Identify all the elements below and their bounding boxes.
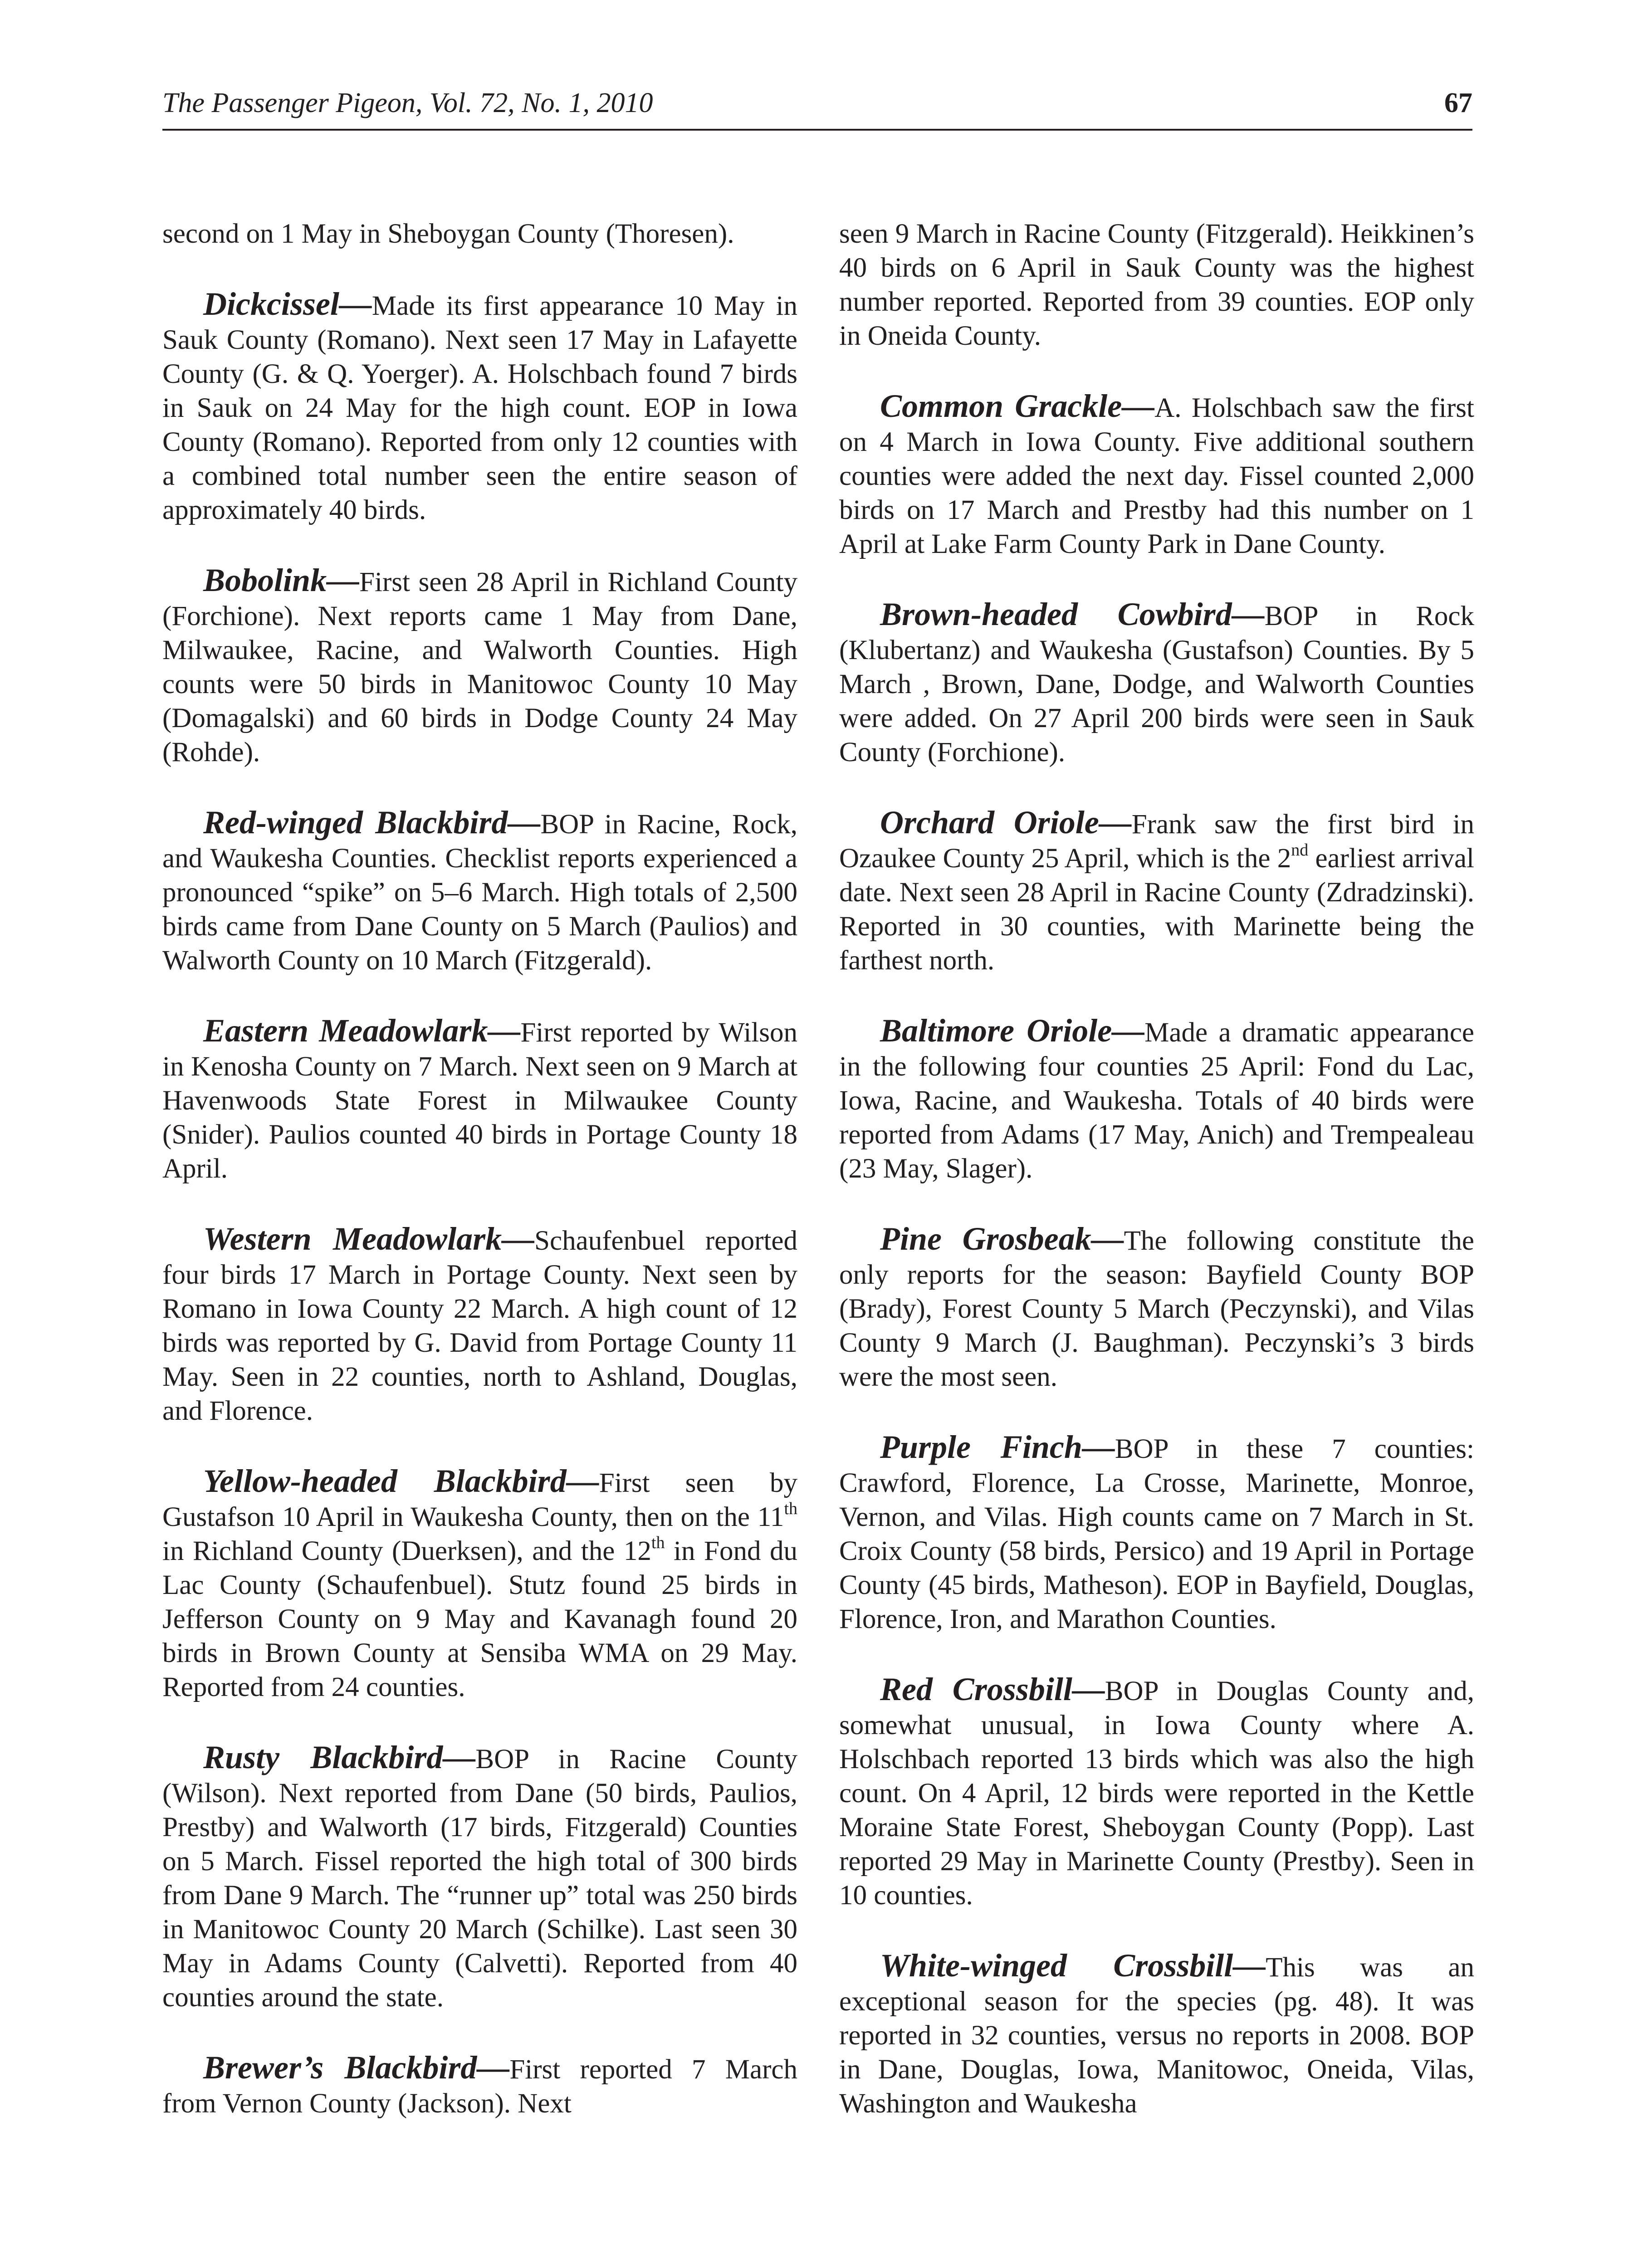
species-name: Purple Finch— <box>880 1429 1115 1465</box>
species-name: Yellow-headed Blackbird— <box>203 1463 599 1499</box>
species-name: Brewer’s Blackbird— <box>203 2049 510 2086</box>
species-entry-dickcissel <box>162 287 797 527</box>
species-name: Red-winged Blackbird— <box>203 804 541 841</box>
species-account-part: in Richland County (Duerksen), and the 12 <box>162 1536 651 1566</box>
species-name: Brown-headed Cowbird— <box>880 596 1265 632</box>
journal-citation: The Passenger Pigeon, Vol. 72, No. 1, 2010 <box>162 88 653 118</box>
species-entry-white-winged-crossbill <box>839 1949 1474 2121</box>
species-name: Eastern Meadowlark— <box>203 1012 521 1049</box>
left-column <box>162 217 797 2157</box>
species-entry-western-meadowlark <box>162 1222 797 1428</box>
species-name: Orchard Oriole— <box>880 804 1132 841</box>
species-entry-rusty-blackbird <box>162 1740 797 2014</box>
species-account: Made a dramatic appearance in the following four counties 25 April: Fond du Lac, Iowa, Racine, and Waukesha. Totals of 40 birds were reported from Adams (17 May, Anich) and Trempealeau (23 May, Slager). <box>839 1017 1474 1184</box>
species-account: First seen 28 April in Richland County (Forchione). Next reports came 1 May from Dane, Milwaukee, Racine, and Walworth Counties. High counts were 50 birds in Manitowoc County 10 May (Domagalski) and 60 birds in Dodge County 24 May (Rohde). <box>162 567 797 767</box>
species-name: Bobolink— <box>203 562 360 598</box>
continued-paragraph: seen 9 March in Racine County (Fitzgerald). Heikkinen’s 40 birds on 6 April in Sauk County was the highest number reported. Reported from 39 counties. EOP only in Oneida County. <box>839 219 1474 351</box>
species-entry-brown-headed-cowbird <box>839 597 1474 769</box>
species-entry-yellow-headed-blackbird <box>162 1464 797 1704</box>
species-entry-bobolink <box>162 563 797 769</box>
species-name: White-winged Crossbill— <box>880 1947 1266 1984</box>
species-account: A. Holschbach saw the first on 4 March in Iowa County. Five additional southern counties were added the next day. Fissel counted 2,000 birds on 17 March and Prestby had this number on 1 April at Lake Farm County Park in Dane County. <box>839 393 1474 559</box>
species-entry-eastern-meadowlark <box>162 1014 797 1186</box>
species-account-part: in Fond du Lac County (Schaufenbuel). Stutz found 25 birds in Jefferson County on 9 May and Kavanagh found 20 birds in Brown County at Sensiba WMA on 29 May. Reported from 24 counties. <box>162 1536 797 1702</box>
species-name: Baltimore Oriole— <box>880 1012 1145 1049</box>
continued-paragraph: second on 1 May in Sheboygan County (Thoresen). <box>162 219 734 249</box>
species-entry-orchard-oriole <box>839 806 1474 978</box>
species-account-part: earliest arrival date. Next seen 28 April in Racine County (Zdradzinski). Reported in 30 counties, with Marinette being the farthest north. <box>839 843 1475 976</box>
species-entry-brewers-blackbird <box>162 2051 797 2121</box>
species-entry-pine-grosbeak <box>839 1222 1474 1394</box>
species-name: Dickcissel— <box>203 286 372 322</box>
species-name: Common Grackle— <box>880 388 1155 424</box>
species-account-part: Frank saw the first bird in Ozaukee County 25 April, which is the 2 <box>839 809 1475 874</box>
species-account: BOP in these 7 counties: Crawford, Florence, La Crosse, Marinette, Monroe, Vernon, and Vilas. High counts came on 7 March in St. Croix County (58 birds, Persico) and 19 April in Portage County (45 birds, Matheson). EOP in Bayfield, Douglas, Florence, Iron, and Marathon Counties. <box>839 1434 1474 1634</box>
species-entry-baltimore-oriole <box>839 1014 1474 1186</box>
species-account: BOP in Racine, Rock, and Waukesha Counties. Checklist reports experienced a pronounced “spike” on 5–6 March. High totals of 2,500 birds came from Dane County on 5 March (Paulios) and Walworth County on 10 March (Fitzgerald). <box>162 809 797 976</box>
species-account-part: First seen by Gustafson 10 April in Waukesha County, then on the 11 <box>162 1468 797 1532</box>
species-account: BOP in Rock (Klubertanz) and Waukesha (Gustafson) Counties. By 5 March , Brown, Dane, Dodge, and Walworth Counties were added. On 27 April 200 birds were seen in Sauk County (Forchione). <box>839 601 1474 767</box>
species-entry-purple-finch <box>839 1430 1474 1636</box>
species-name: Red Crossbill— <box>880 1671 1105 1707</box>
ordinal-suffix: th <box>784 1499 797 1518</box>
right-column <box>839 217 1474 2157</box>
species-account: The following constitute the only reports for the season: Bayfield County BOP (Brady), Forest County 5 March (Peczynski), and Vilas County 9 March (J. Baughman). Peczynski’s 3 birds were the most seen. <box>839 1226 1474 1392</box>
ordinal-suffix: nd <box>1291 841 1309 860</box>
species-account: This was an exceptional season for the species (pg. 48). It was reported in 32 counties, versus no reports in 2008. BOP in Dane, Douglas, Iowa, Manitowoc, Oneida, Vilas, Washington and Waukesha <box>839 1952 1475 2119</box>
page-number: 67 <box>1444 88 1472 118</box>
species-name: Rusty Blackbird— <box>203 1739 476 1775</box>
species-entry-red-crossbill <box>839 1672 1474 1912</box>
species-account: BOP in Douglas County and, somewhat unusual, in Iowa County where A. Holschbach reported 13 birds which was also the high count. On 4 April, 12 birds were reported in the Kettle Moraine State Forest, Sheboygan County (Popp). Last reported 29 May in Marinette County (Prestby). Seen in 10 counties. <box>839 1676 1475 1911</box>
species-account: Schaufenbuel reported four birds 17 March in Portage County. Next seen by Romano in Iowa County 22 March. A high count of 12 birds was reported by G. David from Portage County 11 May. Seen in 22 counties, north to Ashland, Douglas, and Florence. <box>162 1226 797 1426</box>
species-name: Western Meadowlark— <box>203 1221 535 1257</box>
species-name: Pine Grosbeak— <box>880 1221 1124 1257</box>
species-account: Made its first appearance 10 May in Sauk County (Romano). Next seen 17 May in Lafayette County (G. & Q. Yoerger). A. Holschbach found 7 birds in Sauk on 24 May for the high count. EOP in Iowa County (Romano). Reported from only 12 counties with a combined total number seen the entire season of approximately 40 birds. <box>162 291 797 525</box>
species-account: First reported by Wilson in Kenosha County on 7 March. Next seen on 9 March at Havenwoods State Forest in Milwaukee County (Snider). Paulios counted 40 birds in Portage County 18 April. <box>162 1017 797 1184</box>
species-entry-common-grackle <box>839 389 1474 561</box>
ordinal-suffix: th <box>651 1533 665 1552</box>
species-account: BOP in Racine County (Wilson). Next reported from Dane (50 birds, Paulios, Prestby) and Walworth (17 birds, Fitzgerald) Counties on 5 March. Fissel reported the high total of 300 birds from Dane 9 March. The “runner up” total was 250 birds in Manitowoc County 20 March (Schilke). Last seen 30 May in Adams County (Calvetti). Reported from 40 counties around the state. <box>162 1744 797 2013</box>
species-account: First reported 7 March from Vernon County (Jackson). Next <box>162 2054 797 2119</box>
running-header <box>162 85 1472 131</box>
species-entry-red-winged-blackbird <box>162 806 797 978</box>
